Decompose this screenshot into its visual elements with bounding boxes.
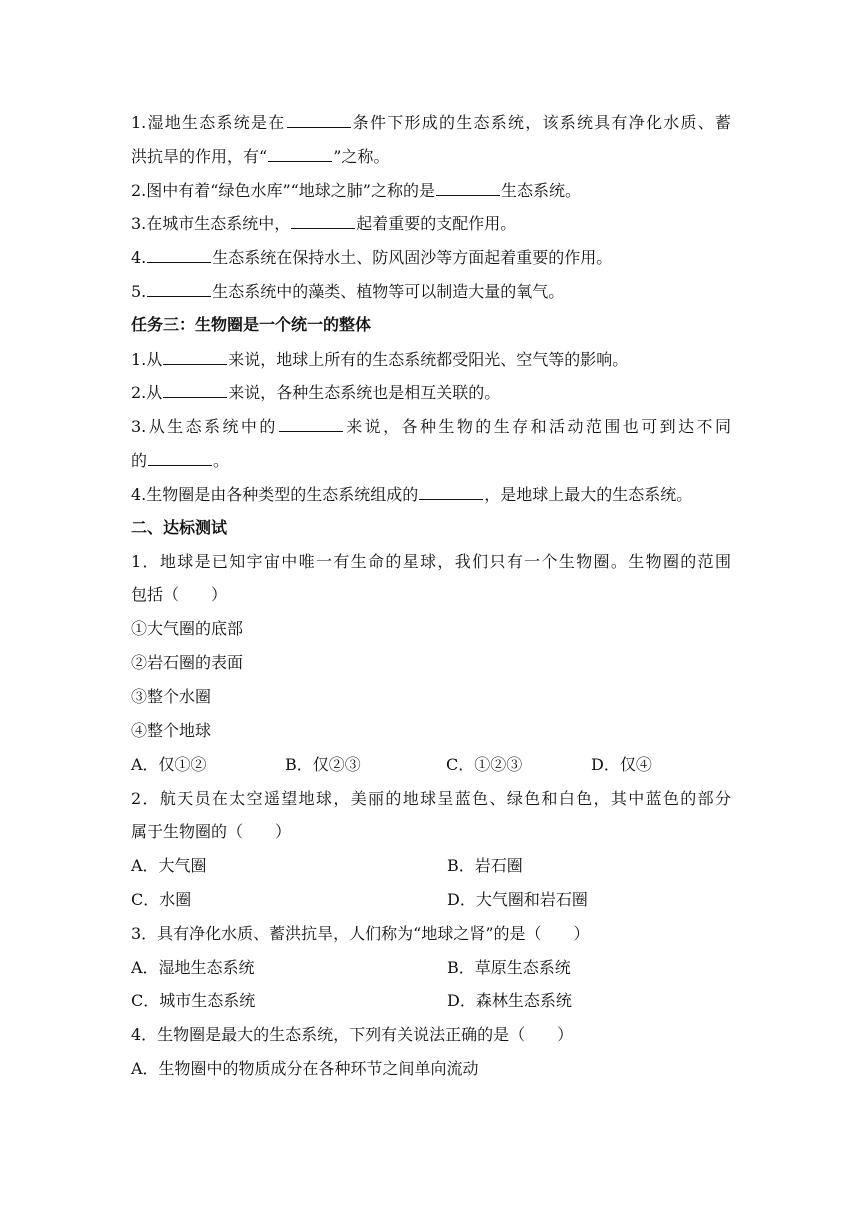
q2-option-a[interactable]: A．大气圈 — [131, 856, 207, 875]
text-segment: 来说，各种生物的生存和活动范围也可到达不同 — [343, 417, 731, 436]
text-segment: 来说，各种生态系统也是相互关联的。 — [228, 383, 501, 402]
answer-blank[interactable] — [436, 180, 500, 196]
answer-blank[interactable] — [419, 484, 483, 500]
text-segment: 洪抗旱的作用，有“ — [131, 147, 268, 166]
q1-item-2: ②岩石圈的表面 — [131, 653, 244, 672]
task3-line-4 — [131, 484, 731, 505]
q2-option-b[interactable]: B．岩石圈 — [447, 856, 523, 875]
q1-item-1: ①大气圈的底部 — [131, 619, 244, 638]
text-segment: ”之称。 — [333, 147, 390, 166]
task3-heading: 任务三：生物圈是一个统一的整体 — [131, 315, 372, 334]
q4-option-a[interactable]: A．生物圈中的物质成分在各种环节之间单向流动 — [131, 1059, 479, 1078]
q1-options — [131, 755, 731, 775]
q1-stem-line-1: 1．地球是已知宇宙中唯一有生命的星球，我们只有一个生物圈。生物圈的范围 — [131, 552, 731, 571]
test-heading: 二、达标测试 — [131, 518, 228, 537]
q2-stem-line-1: 2．航天员在太空遥望地球，美丽的地球呈蓝色、绿色和白色，其中蓝色的部分 — [131, 789, 731, 808]
q3-option-b[interactable]: B．草原生态系统 — [447, 958, 571, 977]
answer-blank[interactable] — [148, 450, 212, 466]
q1-option-b[interactable]: B．仅②③ — [285, 755, 361, 774]
text-segment: 。 — [213, 451, 230, 470]
q2-stem-line-2: 属于生物圈的（ ） — [131, 822, 292, 841]
answer-blank[interactable] — [291, 213, 355, 229]
q1-stem-line-2: 包括（ ） — [131, 585, 228, 604]
q4-stem: 4．生物圈是最大的生态系统，下列有关说法正确的是（ ） — [131, 1025, 574, 1044]
text-segment: 生态系统中的藻类、植物等可以制造大量的氧气。 — [212, 282, 565, 301]
q2-options-row-2 — [131, 890, 731, 910]
q1-option-c[interactable]: C．①②③ — [446, 755, 523, 774]
q3-option-d[interactable]: D．森林生态系统 — [447, 991, 572, 1010]
answer-blank[interactable] — [268, 146, 332, 162]
text-segment: 生态系统。 — [501, 181, 582, 200]
text-segment: ，是地球上最大的生态系统。 — [484, 485, 693, 504]
task3-line-3 — [131, 416, 731, 437]
text-segment: 生态系统在保持水土、防风固沙等方面起着重要的作用。 — [212, 248, 613, 267]
text-segment: 4.生物圈是由各种类型的生态系统组成的 — [131, 485, 419, 504]
q3-options-row-1 — [131, 958, 731, 978]
text-segment: 的 — [131, 451, 148, 470]
q1-option-a[interactable]: A．仅①② — [131, 755, 207, 774]
text-segment: 2.图中有着“绿色水库”“地球之肺”之称的是 — [131, 181, 435, 200]
answer-blank[interactable] — [163, 349, 227, 365]
task3-line-1 — [131, 349, 731, 370]
text-segment: 来说，地球上所有的生态系统都受阳光、空气等的影响。 — [228, 350, 629, 369]
q1-option-d[interactable]: D．仅④ — [591, 755, 652, 774]
fill-line-5 — [131, 281, 731, 302]
q3-option-a[interactable]: A．湿地生态系统 — [131, 958, 255, 977]
fill-line-1 — [131, 112, 731, 133]
task3-line-2 — [131, 382, 731, 403]
q3-options-row-2 — [131, 991, 731, 1011]
answer-blank[interactable] — [279, 416, 343, 432]
fill-line-2 — [131, 180, 731, 201]
q2-option-c[interactable]: C．水圈 — [131, 890, 192, 909]
text-segment: 3.从生态系统中的 — [131, 417, 278, 436]
q3-option-c[interactable]: C．城市生态系统 — [131, 991, 256, 1010]
answer-blank[interactable] — [287, 112, 351, 128]
text-segment: 条件下形成的生态系统，该系统具有净化水质、蓄 — [351, 113, 731, 132]
fill-line-3 — [131, 213, 731, 234]
text-segment: 起着重要的支配作用。 — [356, 214, 517, 233]
text-segment: 1.湿地生态系统是在 — [131, 113, 286, 132]
q2-option-d[interactable]: D．大气圈和岩石圈 — [447, 890, 588, 909]
q1-item-4: ④整个地球 — [131, 721, 212, 740]
q2-options-row-1 — [131, 856, 731, 876]
q3-stem: 3．具有净化水质、蓄洪抗旱，人们称为“地球之肾”的是（ ） — [131, 924, 590, 943]
fill-line-4 — [131, 247, 731, 268]
text-segment: 4. — [131, 248, 147, 267]
text-segment: 5. — [131, 282, 147, 301]
task3-line-3-cont — [131, 450, 731, 471]
q1-item-3: ③整个水圈 — [131, 687, 212, 706]
answer-blank[interactable] — [163, 382, 227, 398]
answer-blank[interactable] — [147, 247, 211, 263]
answer-blank[interactable] — [147, 281, 211, 297]
text-segment: 3.在城市生态系统中， — [131, 214, 291, 233]
fill-line-1-cont — [131, 146, 731, 167]
text-segment: 1.从 — [131, 350, 163, 369]
text-segment: 2.从 — [131, 383, 163, 402]
